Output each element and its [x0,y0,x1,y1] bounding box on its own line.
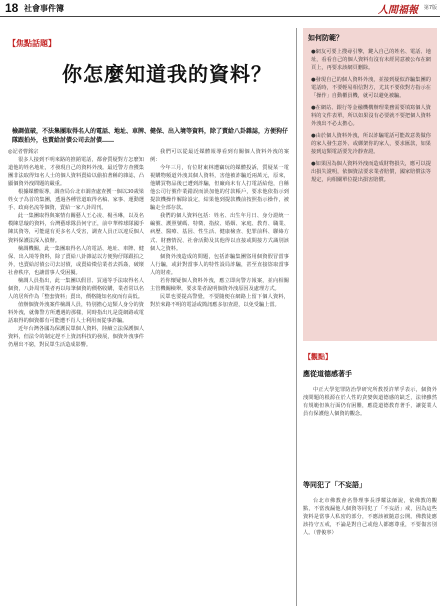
paragraph: 今年三月，有位財東林遭竊玩的媒體投訴，質疑某一電視購物頻道外洩其個人資料，害他被詐騙近兩萬元，原來，他購買物品後已遭到詐騙，但廠商未有人打電話給他，自稱他公司行號作業錯誤而誤加他的付款帳戶，要求他依指示到提款機操作解除設定，結果他到提款機前按照指示操作，被騙走全部存款。 [150,165,289,212]
commentary-tag: 【觀點】 [304,353,332,361]
paragraph: 此一集團取得與案情有關藝人王心凌、楊丞琳，以及名模陳思璇的資料，台灣藝球隊員何守正，前中華棒球隊國手陳其資等，可能還有更多名人受害，調查人員正以違反個人資料保護法深入偵辦。 [8,213,144,244]
paragraph: 我們的個人資料包括：姓名、出生年月日、身分證統一編號、護照號碼、特徵、指紋、婚姻、家庭、教育、職業、病歷、醫療、基因、性生活、健康檢查、犯罪前科、聯絡方式、財務情況、社會活動及其他得以直接或間接方式識別該個人之資料。 [150,213,289,252]
paragraph: 中正大學犯罪防治學研究所教授許華孚表示，個資外洩問題的根源在於人性的貪婪與道德感的缺乏，法律雖然有規範但執行面仍有困難，應從道德教育著手，讓從業人員有保護他人個資的觀念。 [303,387,437,417]
commentary-paragraph-2 [303,497,437,601]
paragraph: 根據媒體報導，調查局台北市調查處查獲一個以30歲梁姓女子為首的集團，透過各種管道取得名稿、家事、運動選手、政商名流等個資，賣給一家八卦周刊。 [8,189,144,212]
article-column-2 [150,148,289,600]
publication-logo: 人間福報 [378,5,418,16]
sidebar-item: ●由於個人資料外洩，所以詐騙電話可能故意裝做你的家人發生意外、或綁架你的家人，要求匯款，如果接到這類電話要先冷靜查證。 [311,133,431,155]
article-headline: 你怎麼知道我的資料？ [62,62,272,86]
paragraph: 很多人接到不明來路的推銷電話，都會質疑對方怎麼知道他的姓名地址，才發現自己的資料外洩。最近警方查獲集團非法取得知名人士的個人資料賣給以偷拍著稱的雜誌，凸顯個資外洩問題的嚴重。 [8,157,144,188]
article-byline: ◎記者曹銘宗 [8,149,39,155]
commentary-subheading-1: 應從道德感著手 [303,370,352,378]
article-column-1 [8,148,144,600]
paragraph: 台北市佛教會名譽理事長淨耀法師說，依佛教的觀點，不當洩漏他人個資等同犯了「不妄語」戒，因為這些資料是當事人私密的部分，不應該被隨意公開。佛教徒應該持守五戒，不論是對自己或他人都應尊重，不要傷害別人。（曹俊寧） [303,498,437,536]
commentary-subheading-2: 等同犯了「不妄語」 [303,481,366,489]
sidebar-body [311,48,431,336]
page-number: 18 [5,1,19,15]
issue-label: 第7版 [423,5,437,11]
section-name: 社會事件簿 [24,4,64,13]
paragraph: 民眾也要提高警覺，不要隨便在網路上留下個人資料，對於來路不明的電話或簡訊應多加查證，以免受騙上當。 [150,293,289,308]
paragraph: 個資外洩造成的問題，包括詐騙集團盜用個資假冒當事人行騙，或針對當事人的特性設局詐騙，甚至直接盜取當事人的財產。 [150,253,289,276]
sidebar-title: 如何防範？ [308,34,343,42]
page-header [0,0,440,17]
sidebar-item: ●如果因為個人資料外洩而造成財物損失，應可以提出損失證明，依個資法要求業者賠償，國家賠償法等規定，向相關單位提出損害賠償。 [311,161,431,183]
paragraph: 若你懷疑個人資料外洩，應立即向警方報案，並向相關主管機關檢舉，要求業者說明個資外洩原因及處理方式。 [150,277,289,292]
sidebar-item: ●在網站、銀行等金融機構辦理業務需要填寫個人資料的文件表單，所以如果沒有必要就不要把個人資料外洩出不必太擔心。 [311,105,431,127]
prevention-sidebar [303,28,437,341]
paragraph: 我們可以從最近媒體報導看到有關個人資料外洩的案例： [150,149,289,164]
column-divider [296,28,297,606]
sidebar-item: ●發現自己的個人資料外洩，並接到疑似詐騙集團的電話時，不要輕易相信對方，尤其不要依對方指示在「操作」自動櫃員機，就可以避免被騙。 [311,77,431,99]
sidebar-item: ●網友可要上搜尋引擎，鍵入自己的姓名、電話、地址，看看自己的個人資料有沒有未經同意被公布在網頁上，再要求該網頁刪除。 [311,49,431,71]
paragraph: 值辦個資外洩案件檢調人員，特別擔心這類人身分的資料外洩，就像警方所遭遇的那樣，同時指出凡是從網路或電話取得的個資都有可能遭不肖人士利用而從事詐騙。 [8,301,144,324]
paragraph: 近年台灣各國為保護民眾個人資料，陸續立法保護個人資料，但法令的制定趕不上資訊科技的發展，個資外洩事件仍層出不窮，對民眾生活造成影響。 [8,326,144,349]
paragraph: 檢調機關，此一集團取得名人的電話、地址、車牌、健保、出入境等資料，除了賣給八卦雜誌以方便狗仔隊跟拍之外，也賣給討債公司去討債，或賣給徵信業者去抓姦，破壞社會秩序，也讓當事人受困擾。 [8,245,144,276]
paragraph: 檢調人員指出，此一集團以假冒、買通等手法取得名人個資，八卦周刊業者再以每筆個資的價格收購，業者常以名人的居所作為「整套資料」賣出，價格隨知名度而有高低。 [8,277,144,300]
article-lead: 檢調值破，不法集團取得名人的電話、地址、車牌、健保、出入境等資料，除了賣給八卦雜誌，方便狗仔隊跟拍外，也賣給討債公司去討債…… [12,128,289,144]
commentary-paragraph-1 [303,386,437,474]
article-kicker: 【焦點話題】 [8,39,56,48]
